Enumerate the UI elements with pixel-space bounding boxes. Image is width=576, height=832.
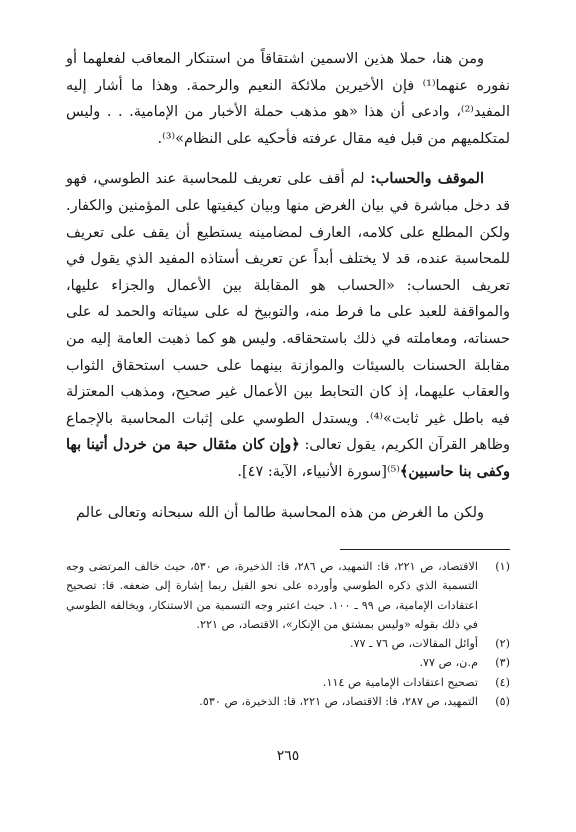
footnote-item: [66, 634, 510, 653]
footnote-item: [66, 673, 510, 692]
footnote-number: (٤): [495, 675, 510, 689]
paragraph-purpose: ولكن ما الغرض من هذه المحاسبة طالما أن الله سبحانه وتعالى عالم: [76, 504, 484, 521]
footnotes: [66, 557, 510, 711]
verse-citation: ⁽⁵⁾[سورة الأنبياء، الآية: ٤٧].: [237, 463, 400, 480]
footnote-text: الاقتصاد، ص ٢٢١، قا: التمهيد، ص ٢٨٦، قا: الذخيرة، ص ٥٣٠، حيث خالف المرتضى وجه التسمية الذي ذكره الطوسي وأورده على نحو القيل ربما إشارة إلى ضعفه. قا: تصحيح اعتقادات الإمامية، ص ٩٩ ـ ١٠٠. حيث اعتبر وجه التسمية من الاستنكار، ويخالفه الطوسي في ذلك بقوله «وليس بمشتق من الإنكار»، الاقتصاد، ص ٢٢١.: [66, 560, 478, 631]
paragraph-reckoning: [66, 166, 510, 485]
quran-verse: ﴿وإن كان مثقال حبة من خردل أتينا بها وكفى بنا حاسبين﴾: [66, 436, 510, 480]
footnote-number: (٢): [495, 637, 510, 651]
footnote-separator: [340, 549, 510, 550]
footnote-text: التمهيد، ص ٢٨٧، قا: الاقتصاد، ص ٢٢١، قا: الذخيرة، ص ٥٣٠.: [199, 695, 478, 709]
footnote-text: م.ن، ص ٧٧.: [419, 656, 478, 670]
footnote-item: [66, 692, 510, 711]
footnote-number: (١): [495, 560, 510, 573]
footnote-text: تصحيح اعتقادات الإمامية ص ١١٤.: [322, 675, 478, 689]
footnote-text: أوائل المقالات، ص ٧٦ ـ ٧٧.: [350, 637, 478, 651]
footnote-number: (٣): [495, 656, 510, 670]
page-number: ٢٦٥: [276, 748, 300, 764]
footnote-item: [66, 557, 510, 634]
main-text: [66, 46, 510, 526]
footnote-number: (٥): [495, 695, 510, 709]
paragraph-reckoning-text: لم أقف على تعريف للمحاسبة عند الطوسي، فهو قد دخل مباشرة في بيان الغرض منها وبيان كيفيتها على المؤمنين والكفار. ولكن المطلع على كلامه، العارف لمضامينه يستطيع أن يقف على تعريف للمحاسبة عنده، قد لا يختلف أبداً عن تعريف أستاذه المفيد الذي يقول في تعريف الحساب: «الحساب هو المقابلة بين الأعمال والجزاء عليها، والمواقفة للعبد على ما فرط منه، والتوبيخ له على سيئاته والحمد له على حسناته، ومعاملته في ذلك باستحقاقه. وليس هو كما ذهبت العامة إليه من مقابلة الحسنات بالسيئات والموازنة بينهما على حسب استحقاق الثواب والعقاب عليهما، إذ كان التحابط بين الأعمال غير صحيح، ومذهب المعتزلة فيه باطل غير ثابت»⁽⁴⁾. ويستدل الطوسي على إثبات المحاسبة بالإجماع وظاهر القرآن الكريم، يقول تعالى:: [66, 171, 510, 454]
footnote-item: [66, 653, 510, 672]
section-heading: الموقف والحساب:: [370, 170, 484, 188]
paragraph-names-origin: ومن هنا، حملا هذين الاسمين اشتقاقاً من استنكار المعاقب لفعلهما أو نفوره عنهما⁽¹⁾ فإن الأخيرين ملائكة النعيم والرحمة. وهذا ما أشار إليه المفيد⁽²⁾، وادعى أن هذا «هو مذهب حملة الأخبار من الإمامية. . . وليس لمتكلميهم من قبل فيه مقال عرفته فأحكيه على النظام»⁽³⁾.: [66, 51, 510, 147]
